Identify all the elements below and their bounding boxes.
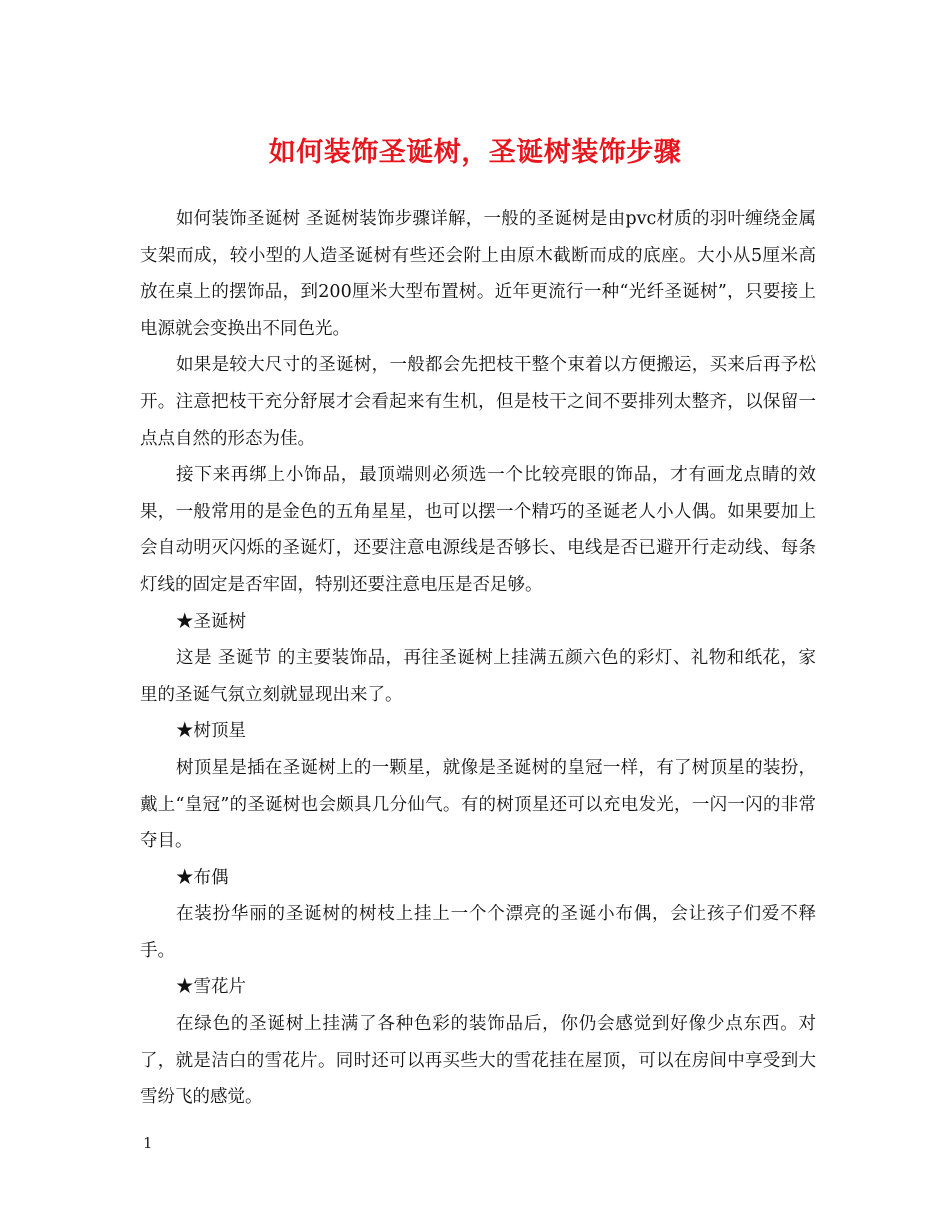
- body-paragraph: 如何装饰圣诞树 圣诞树装饰步骤详解，一般的圣诞树是由pvc材质的羽叶缠绕金属支架而成，较小型的人造圣诞树有些还会附上由原木截断而成的底座。大小从5厘米高放在桌上的摆饰品，到200厘米大型布置树。近年更流行一种“光纤圣诞树”，只要接上电源就会变换出不同色光。: [140, 209, 816, 339]
- body-paragraph: 树顶星是插在圣诞树上的一颗星，就像是圣诞树的皇冠一样，有了树顶星的装扮，戴上“皇冠”的圣诞树也会颇具几分仙气。有的树顶星还可以充电发光，一闪一闪的非常夺目。: [140, 757, 816, 852]
- page-number: 1: [143, 1134, 153, 1152]
- body-paragraph: 在绿色的圣诞树上挂满了各种色彩的装饰品后，你仍会感觉到好像少点东西。对了，就是洁白的雪花片。同时还可以再买些大的雪花挂在屋顶，可以在房间中享受到大雪纷飞的感觉。: [140, 1014, 816, 1108]
- section-heading-tree-top-star: ★树顶星: [176, 721, 246, 742]
- document-body: [140, 201, 816, 1116]
- body-paragraph: 接下来再绑上小饰品，最顶端则必须选一个比较亮眼的饰品，才有画龙点睛的效果，一般常用的是金色的五角星星，也可以摆一个精巧的圣诞老人小人偶。如果要加上会自动明灭闪烁的圣诞灯，还要注意电源线是否够长、电线是否已避开行走动线、每条灯线的固定是否牢固，特别还要注意电压是否足够。: [140, 465, 816, 595]
- section-heading-christmas-tree: ★圣诞树: [176, 611, 246, 632]
- body-paragraph: 这是 圣诞节 的主要装饰品，再往圣诞树上挂满五颜六色的彩灯、礼物和纸花，家里的圣诞气氛立刻就显现出来了。: [140, 648, 816, 705]
- section-heading-doll: ★布偶: [176, 867, 229, 888]
- section-heading-snowflake: ★雪花片: [176, 977, 246, 998]
- body-paragraph: 在装扮华丽的圣诞树的树枝上挂上一个个漂亮的圣诞小布偶，会让孩子们爱不释手。: [140, 904, 816, 961]
- document-title: 如何装饰圣诞树，圣诞树装饰步骤: [268, 137, 682, 168]
- body-paragraph: 如果是较大尺寸的圣诞树，一般都会先把枝干整个束着以方便搬运，买来后再予松开。注意把枝干充分舒展才会看起来有生机，但是枝干之间不要排列太整齐，以保留一点点自然的形态为佳。: [140, 355, 816, 449]
